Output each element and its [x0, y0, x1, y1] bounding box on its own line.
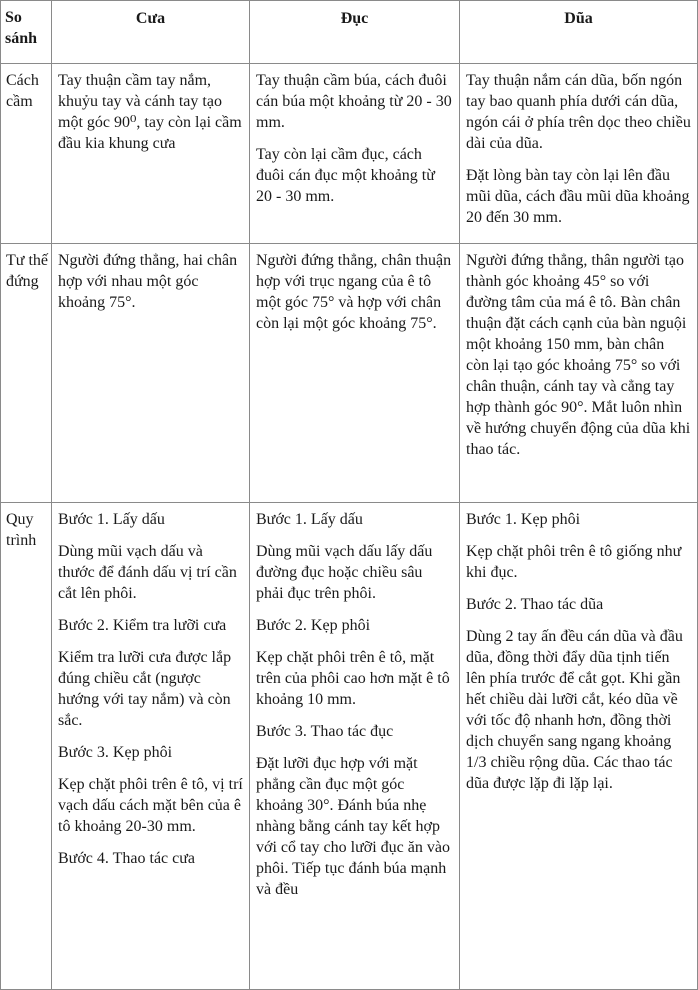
step-text: Kẹp chặt phôi trên ê tô, mặt trên của phôi cao hơn mặt ê tô khoảng 10 mm.	[256, 649, 450, 708]
step-title: Bước 3. Thao tác đục	[256, 723, 394, 740]
step-text: Dùng mũi vạch dấu lấy dấu đường đục hoặc chiều sâu phải đục trên phôi.	[256, 543, 433, 602]
cell-text: Đặt lòng bàn tay còn lại lên đầu mũi dũa, cách đầu mũi dũa khoảng 20 đến 30 mm.	[466, 167, 690, 226]
cell-text: Người đứng thẳng, chân thuận hợp với trục ngang của ê tô một góc 75° và hợp với chân còn lại một góc khoảng 75°.	[256, 252, 452, 332]
step-title: Bước 3. Kẹp phôi	[58, 744, 173, 761]
cell-dua-cach-cam	[460, 64, 698, 244]
cell-text: Người đứng thẳng, thân người tạo thành góc khoảng 45° so với đường tâm của má ê tô. Bàn chân thuận đặt cách cạnh của bàn nguội một khoảng 150 mm, bàn chân còn lại tạo góc khoảng 75° so với chân thuận, cánh tay và cẳng tay hợp thành góc 90°. Mắt luôn nhìn về hướng chuyển động của dũa khi thao tác.	[466, 252, 691, 458]
step-title: Bước 2. Kiểm tra lưỡi cưa	[58, 617, 227, 634]
step-title: Bước 1. Lấy dấu	[256, 511, 363, 528]
corner-header: So sánh	[1, 1, 52, 64]
table-row	[1, 64, 698, 244]
cell-duc-quy-trinh	[250, 503, 460, 990]
cell-duc-cach-cam	[250, 64, 460, 244]
step-text: Kẹp chặt phôi trên ê tô giống như khi đục.	[466, 543, 682, 581]
step-title: Bước 2. Thao tác dũa	[466, 596, 604, 613]
step-title: Bước 1. Kẹp phôi	[466, 511, 581, 528]
step-title: Bước 4. Thao tác cưa	[58, 850, 196, 867]
cell-cua-cach-cam	[52, 64, 250, 244]
step-text: Dùng 2 tay ấn đều cán dũa và đầu dũa, đồng thời đẩy dũa tịnh tiến lên phía trước để cắt gọt. Khi gần hết chiều dài lưỡi cắt, kéo dũa về với tốc độ nhanh hơn, đồng thời dịch chuyển sang ngang khoảng 1/3 chiều rộng dũa. Các thao tác dũa được lặp đi lặp lại.	[466, 628, 683, 792]
header-dua: Dũa	[460, 1, 698, 64]
header-cua: Cưa	[52, 1, 250, 64]
cell-cua-quy-trinh	[52, 503, 250, 990]
step-text: Kiểm tra lưỡi cưa được lắp đúng chiều cắt (ngược hướng với tay nắm) và còn sắc.	[58, 649, 232, 729]
cell-text: Người đứng thẳng, hai chân hợp với nhau một góc khoảng 75°.	[58, 252, 238, 311]
row-label-cach-cam: Cách cầm	[1, 64, 52, 244]
cell-text: Tay thuận cầm tay nắm, khuỷu tay và cánh tay tạo một góc 90⁰, tay còn lại cầm đầu kia khung cưa	[58, 72, 242, 152]
table-row	[1, 503, 698, 990]
cell-dua-quy-trinh	[460, 503, 698, 990]
cell-duc-tu-the	[250, 244, 460, 503]
cell-cua-tu-the	[52, 244, 250, 503]
header-duc: Đục	[250, 1, 460, 64]
cell-text: Tay thuận nắm cán dũa, bốn ngón tay bao quanh phía dưới cán dũa, ngón cái ở phía trên dọc theo chiều dài của dũa.	[466, 72, 691, 152]
cell-dua-tu-the	[460, 244, 698, 503]
cell-text: Tay còn lại cầm đục, cách đuôi cán đục một khoảng từ 20 - 30 mm.	[256, 146, 435, 205]
step-text: Kẹp chặt phôi trên ê tô, vị trí vạch dấu cách mặt bên của ê tô khoảng 20-30 mm.	[58, 776, 243, 835]
row-label-tu-the-dung: Tư thế đứng	[1, 244, 52, 503]
header-row	[1, 1, 698, 64]
step-title: Bước 2. Kẹp phôi	[256, 617, 371, 634]
step-text: Dùng mũi vạch dấu và thước để đánh dấu vị trí cần cắt lên phôi.	[58, 543, 237, 602]
step-title: Bước 1. Lấy dấu	[58, 511, 165, 528]
table-row	[1, 244, 698, 503]
step-text: Đặt lưỡi đục hợp với mặt phẳng cần đục một góc khoảng 30°. Đánh búa nhẹ nhàng bằng cánh tay kết hợp với cổ tay cho lưỡi đục ăn vào phôi. Tiếp tục đánh búa mạnh và đều	[256, 755, 450, 898]
row-label-quy-trinh: Quy trình	[1, 503, 52, 990]
cell-text: Tay thuận cầm búa, cách đuôi cán búa một khoảng từ 20 - 30 mm.	[256, 72, 452, 131]
